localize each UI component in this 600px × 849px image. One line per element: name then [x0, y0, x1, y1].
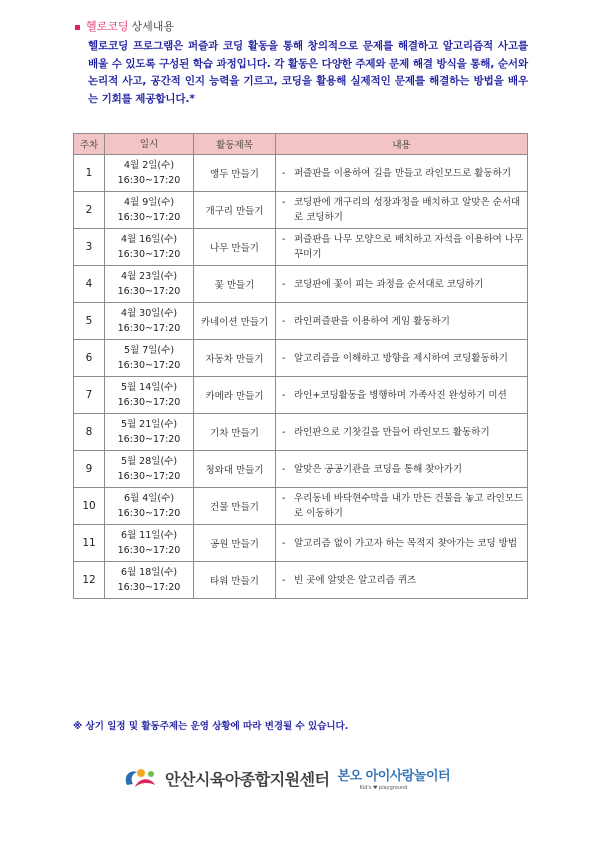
date-cell [105, 192, 194, 229]
content-text: 라인퍼즐판을 이용하여 게임 활동하기 [294, 315, 450, 327]
content-text: 퍼즐판을 이용하여 길을 만들고 라인모드로 활동하기 [294, 167, 511, 179]
time-text: 16:30~17:20 [117, 508, 181, 519]
dash-bullet-icon: - [282, 426, 286, 438]
content-cell [276, 414, 528, 451]
brand-logo [338, 765, 451, 791]
date-text: 6월 11일(수) [120, 530, 178, 541]
date-text: 4월 23일(수) [120, 271, 178, 282]
week-cell: 8 [74, 414, 105, 451]
time-text: 16:30~17:20 [117, 360, 181, 371]
date-text: 5월 28일(수) [120, 456, 178, 467]
table-row [74, 414, 528, 451]
time-text: 16:30~17:20 [117, 434, 181, 445]
table-header-row [74, 134, 528, 155]
content-cell [276, 229, 528, 266]
dash-bullet-icon: - [282, 234, 286, 245]
date-cell [105, 562, 194, 599]
week-cell: 9 [74, 451, 105, 488]
date-cell [105, 303, 194, 340]
date-text: 6월 4일(수) [123, 493, 175, 504]
dash-bullet-icon: - [282, 278, 286, 290]
center-name: 안산시육아종합지원센터 [165, 769, 330, 789]
table-row [74, 562, 528, 599]
dash-bullet-icon: - [282, 493, 286, 504]
week-cell: 7 [74, 377, 105, 414]
title-cell: 기차 만들기 [194, 414, 276, 451]
content-text: 라인판으로 기찻길을 만들어 라인모드 활동하기 [294, 426, 490, 438]
content-text: 알고리즘 없이 가고자 하는 목적지 찾아가는 코딩 방법 [294, 537, 518, 549]
header-content: 내용 [276, 134, 528, 155]
section-title [75, 20, 174, 34]
content-cell [276, 340, 528, 377]
brand-subtitle: Kid's ♥ playground [359, 785, 408, 791]
week-cell: 2 [74, 192, 105, 229]
title-cell: 자동차 만들기 [194, 340, 276, 377]
center-logo-icon [121, 763, 159, 793]
date-cell [105, 377, 194, 414]
dash-bullet-icon: - [282, 352, 286, 364]
content-text: 알고리즘을 이해하고 방향을 제시하여 코딩활동하기 [294, 352, 508, 364]
dash-bullet-icon: - [282, 197, 286, 208]
week-cell: 6 [74, 340, 105, 377]
content-text: 코딩판에 개구리의 성장과정을 배치하고 알맞은 순서대로 코딩하기 [294, 197, 521, 223]
time-text: 16:30~17:20 [117, 175, 181, 186]
dash-bullet-icon: - [282, 574, 286, 586]
time-text: 16:30~17:20 [117, 582, 181, 593]
date-cell [105, 340, 194, 377]
table-row [74, 451, 528, 488]
content-cell [276, 192, 528, 229]
week-cell: 5 [74, 303, 105, 340]
title-cell: 공원 만들기 [194, 525, 276, 562]
content-cell [276, 303, 528, 340]
title-cell: 카메라 만들기 [194, 377, 276, 414]
content-cell [276, 525, 528, 562]
date-cell [105, 414, 194, 451]
title-cell: 건물 만들기 [194, 488, 276, 525]
date-text: 5월 7일(수) [123, 345, 175, 356]
time-text: 16:30~17:20 [117, 249, 181, 260]
title-cell: 타워 만들기 [194, 562, 276, 599]
section-title-accent: 헬로코딩 [86, 20, 129, 33]
schedule-notice: ※ 상기 일정 및 활동주제는 운영 상황에 따라 변경될 수 있습니다. [73, 721, 349, 732]
week-cell: 1 [74, 155, 105, 192]
date-text: 4월 2일(수) [123, 160, 175, 171]
week-cell: 4 [74, 266, 105, 303]
table-row [74, 525, 528, 562]
schedule-table-body [74, 155, 528, 599]
table-row [74, 303, 528, 340]
content-text: 우리동네 바닥현수막을 내가 만든 건물을 놓고 라인모드로 이동하기 [294, 493, 524, 519]
time-text: 16:30~17:20 [117, 545, 181, 556]
table-row [74, 488, 528, 525]
title-cell: 앵두 만들기 [194, 155, 276, 192]
dash-bullet-icon: - [282, 167, 286, 179]
week-cell: 12 [74, 562, 105, 599]
footer [121, 760, 501, 796]
table-row [74, 229, 528, 266]
intro-paragraph: 헬로코딩 프로그램은 퍼즐과 코딩 활동을 통해 창의적으로 문제를 해결하고 알고리즘적 사고를 배울 수 있도록 구성된 학습 과정입니다. 각 활동은 다양한 주제와 문제 해결 방식을 통해, 순서와 논리적 사고, 공간적 인지 능력을 기르고, 코딩을 활용해 실제적인 문제를 해결하는 방법을 배우는 기회를 제공합니다.* [88, 40, 528, 105]
date-text: 5월 21일(수) [120, 419, 178, 430]
content-cell [276, 266, 528, 303]
content-text: 코딩판에 꽃이 피는 과정을 순서대로 코딩하기 [294, 278, 484, 290]
date-text: 6월 18일(수) [120, 567, 178, 578]
section-title-rest: 상세내용 [131, 20, 175, 33]
content-cell [276, 488, 528, 525]
dash-bullet-icon: - [282, 463, 286, 475]
week-cell: 3 [74, 229, 105, 266]
brand-name: 본오 아이사랑놀이터 [337, 769, 451, 784]
title-cell: 개구리 만들기 [194, 192, 276, 229]
title-cell: 청와대 만들기 [194, 451, 276, 488]
table-row [74, 377, 528, 414]
dash-bullet-icon: - [282, 315, 286, 327]
content-cell [276, 155, 528, 192]
date-text: 4월 30일(수) [120, 308, 178, 319]
header-week: 주차 [74, 134, 105, 155]
content-cell [276, 451, 528, 488]
time-text: 16:30~17:20 [117, 471, 181, 482]
title-cell: 나무 만들기 [194, 229, 276, 266]
date-text: 5월 14일(수) [120, 382, 178, 393]
title-cell: 카네이션 만들기 [194, 303, 276, 340]
week-cell: 11 [74, 525, 105, 562]
date-text: 4월 16일(수) [120, 234, 178, 245]
date-cell [105, 266, 194, 303]
title-cell: 꽃 만들기 [194, 266, 276, 303]
date-text: 4월 9일(수) [123, 197, 175, 208]
time-text: 16:30~17:20 [117, 397, 181, 408]
header-title: 활동제목 [194, 134, 276, 155]
content-cell [276, 562, 528, 599]
dash-bullet-icon: - [282, 389, 286, 401]
date-cell [105, 155, 194, 192]
time-text: 16:30~17:20 [117, 212, 181, 223]
content-text: 퍼즐판을 나무 모양으로 배치하고 자석을 이용하여 나무 꾸미기 [294, 234, 524, 260]
table-row [74, 266, 528, 303]
content-text: 빈 곳에 알맞은 알고리즘 퀴즈 [294, 574, 417, 586]
date-cell [105, 525, 194, 562]
time-text: 16:30~17:20 [117, 286, 181, 297]
table-row [74, 192, 528, 229]
table-row [74, 155, 528, 192]
table-row [74, 340, 528, 377]
header-date: 일시 [105, 134, 194, 155]
square-bullet-icon [75, 25, 80, 30]
date-cell [105, 229, 194, 266]
week-cell: 10 [74, 488, 105, 525]
date-cell [105, 451, 194, 488]
content-text: 알맞은 공공기관을 코딩을 통해 찾아가기 [294, 463, 463, 475]
schedule-table [73, 133, 528, 599]
content-text: 라인+코딩활동을 병행하며 가족사진 완성하기 미션 [294, 389, 507, 401]
date-cell [105, 488, 194, 525]
content-cell [276, 377, 528, 414]
time-text: 16:30~17:20 [117, 323, 181, 334]
dash-bullet-icon: - [282, 537, 286, 549]
